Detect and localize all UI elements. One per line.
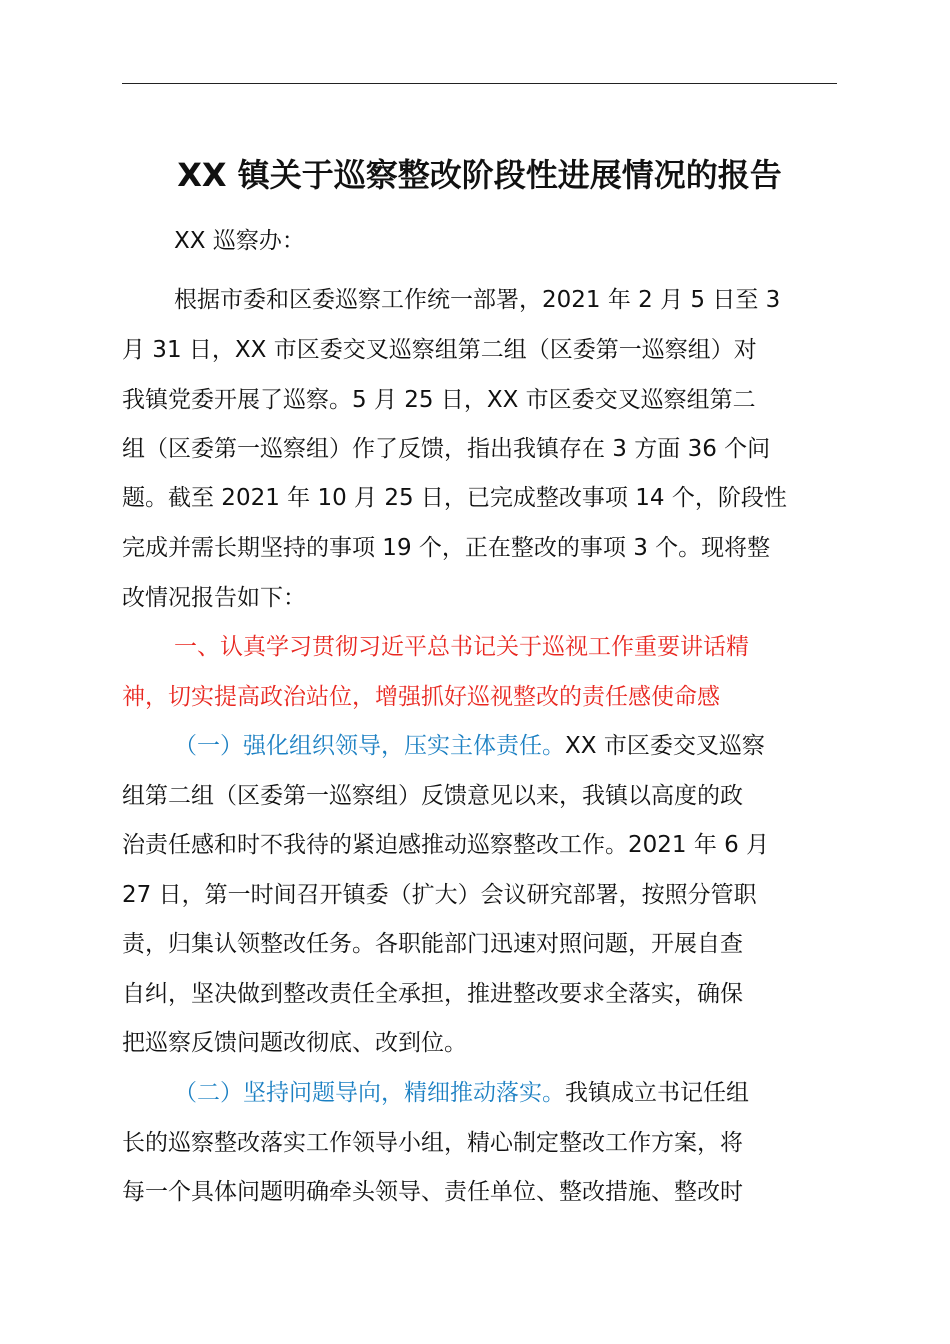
header-rule — [122, 83, 837, 84]
sub1-heading: （一）强化组织领导，压实主体责任。 — [174, 733, 565, 759]
sub1-line-4: 27 日，第一时间召开镇委（扩大）会议研究部署，按照分管职 — [122, 882, 757, 908]
section1-heading-line-1: 一、认真学习贯彻习近平总书记关于巡视工作重要讲话精 — [174, 634, 749, 660]
intro-line-5: 题。截至 2021 年 10 月 25 日，已完成整改事项 14 个，阶段性 — [122, 485, 787, 511]
sub2-first-line-rest: 我镇成立书记任组 — [565, 1080, 749, 1106]
sub1-line-3: 治责任感和时不我待的紧迫感推动巡察整改工作。2021 年 6 月 — [122, 832, 770, 858]
intro-line-4: 组（区委第一巡察组）作了反馈，指出我镇存在 3 方面 36 个问 — [122, 436, 771, 462]
section1-heading-line-2: 神，切实提高政治站位，增强抓好巡视整改的责任感使命感 — [122, 684, 720, 710]
intro-line-2: 月 31 日，XX 市区委交叉巡察组第二组（区委第一巡察组）对 — [122, 337, 757, 363]
sub2-heading: （二）坚持问题导向，精细推动落实。 — [174, 1080, 565, 1106]
document-title: XX 镇关于巡察整改阶段性进展情况的报告 — [177, 156, 782, 194]
sub1-first-line-rest: XX 市区委交叉巡察 — [565, 733, 765, 759]
sub2-first-line — [122, 1078, 837, 1108]
sub1-line-2: 组第二组（区委第一巡察组）反馈意见以来，我镇以高度的政 — [122, 783, 743, 809]
intro-line-6: 完成并需长期坚持的事项 19 个，正在整改的事项 3 个。现将整 — [122, 535, 771, 561]
intro-line-3: 我镇党委开展了巡察。5 月 25 日，XX 市区委交叉巡察组第二 — [122, 387, 756, 413]
sub2-line-3: 每一个具体问题明确牵头领导、责任单位、整改措施、整改时 — [122, 1179, 743, 1205]
sub2-line-2: 长的巡察整改落实工作领导小组，精心制定整改工作方案，将 — [122, 1130, 743, 1156]
intro-line-7: 改情况报告如下： — [122, 585, 306, 611]
intro-line-1: 根据市委和区委巡察工作统一部署，2021 年 2 月 5 日至 3 — [174, 287, 781, 313]
sub1-first-line — [122, 731, 837, 761]
sub1-line-7: 把巡察反馈问题改彻底、改到位。 — [122, 1030, 467, 1056]
sub1-line-6: 自纠，坚决做到整改责任全承担，推进整改要求全落实，确保 — [122, 981, 743, 1007]
sub1-line-5: 责，归集认领整改任务。各职能部门迅速对照问题，开展自查 — [122, 931, 743, 957]
salutation: XX 巡察办： — [174, 228, 305, 254]
